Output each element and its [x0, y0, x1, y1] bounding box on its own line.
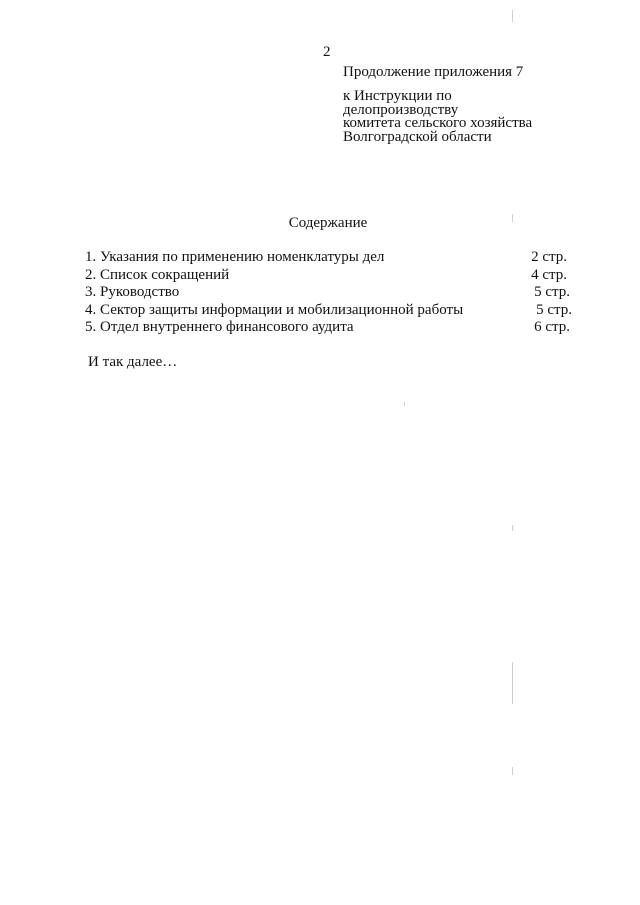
- annex-reference-line: делопроизводству: [343, 101, 459, 118]
- page-number: 2: [323, 44, 331, 60]
- scan-artifact: [512, 767, 513, 775]
- toc-item: [85, 249, 585, 267]
- annex-reference-line: Волгоградской области: [343, 128, 492, 145]
- toc-item-title: 4. Сектор защиты информации и мобилизационной работы: [85, 301, 464, 318]
- toc-item-title: 2. Список сокращений: [85, 266, 230, 283]
- toc-item-pages: 2 стр.: [531, 249, 567, 265]
- footer-note: И так далее…: [88, 354, 178, 370]
- toc-item-title: 1. Указания по применению номенклатуры дел: [85, 249, 385, 265]
- annex-reference: [343, 90, 532, 144]
- toc-item-pages: 6 стр.: [534, 319, 570, 335]
- annex-title: Продолжение приложения 7: [343, 64, 524, 80]
- toc-item: [85, 284, 585, 302]
- toc-item-pages: 5 стр.: [536, 301, 572, 318]
- scan-artifact: [512, 525, 513, 531]
- toc-item: [85, 319, 585, 337]
- scan-artifact: [512, 10, 513, 22]
- toc-item-pages: 4 стр.: [531, 266, 567, 283]
- toc-item-title: 5. Отдел внутреннего финансового аудита: [85, 319, 354, 335]
- table-of-contents: [85, 249, 585, 337]
- scan-artifact: [404, 402, 405, 406]
- toc-item-pages: 5 стр.: [534, 284, 570, 300]
- contents-heading: Содержание: [288, 215, 368, 231]
- scan-artifact: [512, 214, 513, 222]
- annex-reference-line: комитета сельского хозяйства: [343, 115, 533, 131]
- toc-item-title: 3. Руководство: [85, 284, 180, 300]
- annex-reference-line: к Инструкции по: [343, 88, 452, 104]
- scan-artifact: [512, 662, 513, 704]
- toc-item: [85, 302, 585, 320]
- toc-item: [85, 267, 585, 285]
